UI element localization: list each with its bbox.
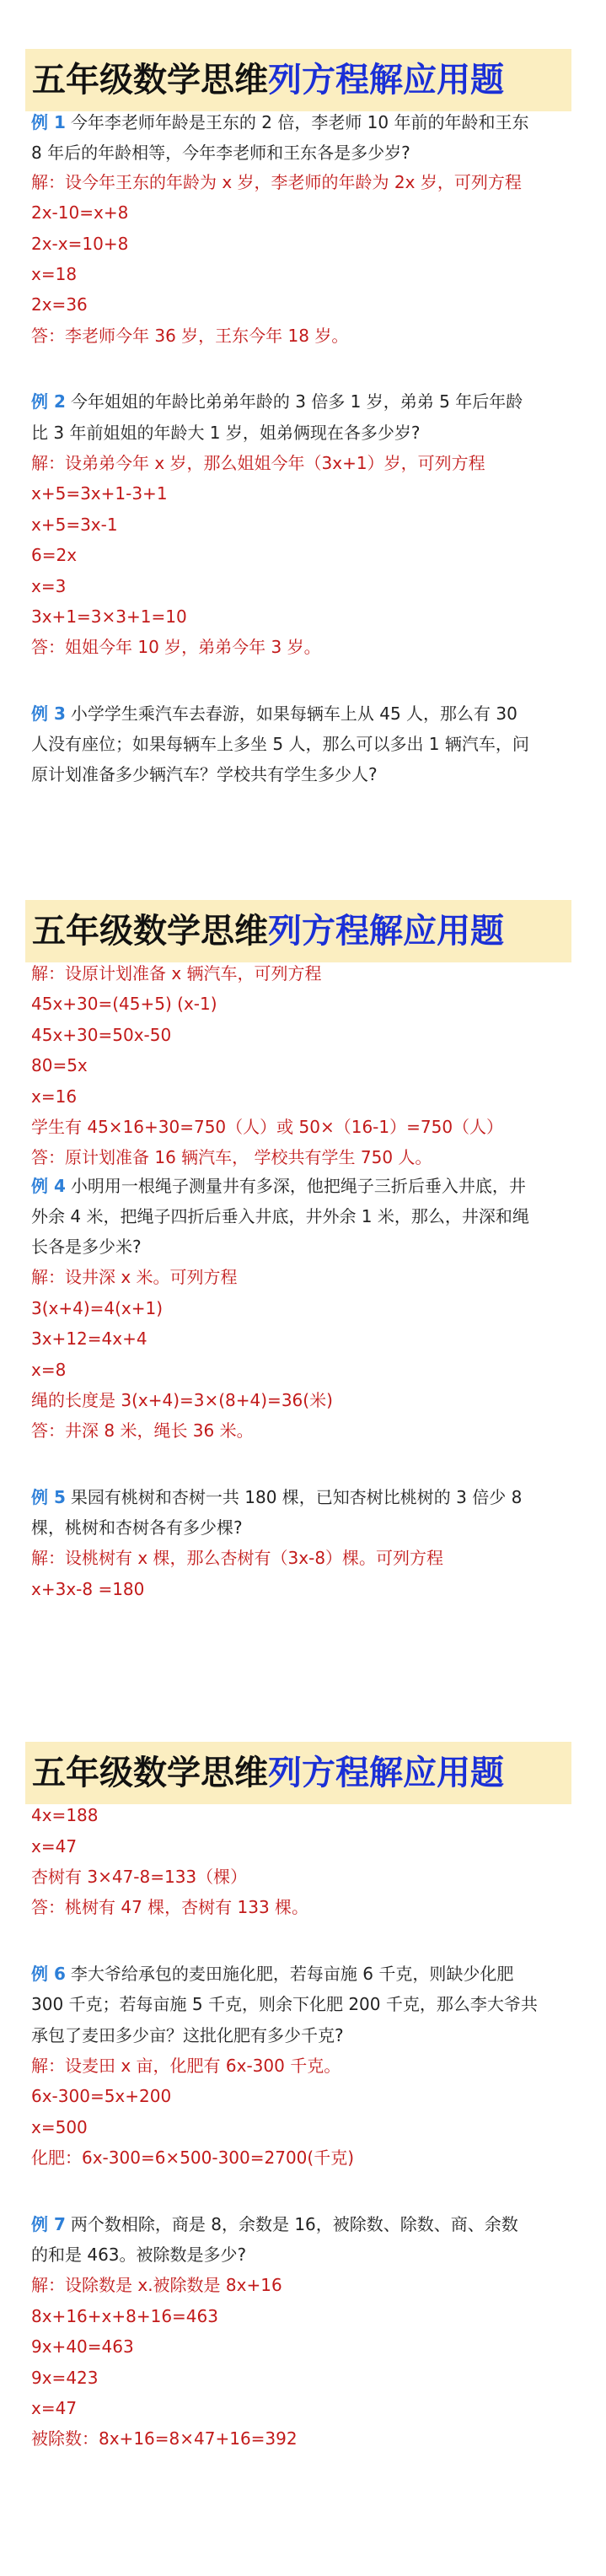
example-7-tag: 例 7 [31,2214,66,2234]
section-banner-3 [25,1742,571,1804]
banner-title-highlight: 列方程解应用题 [268,912,504,951]
example-3-question-line-1: 例 3 小学学生乘汽车去春游，如果每辆车上从 45 人，那么有 30 [31,703,518,724]
example-7-solution-line: 解：设除数是 x.被除数是 8x+16 [31,2275,282,2295]
example-2-solution-line: 3x+1=3×3+1=10 [31,606,187,627]
banner-title-highlight: 列方程解应用题 [268,1754,504,1792]
example-1-solution-line: 解：设今年王东的年龄为 x 岁，李老师的年龄为 2x 岁，可列方程 [31,172,522,192]
example-5-solution-line: 杏树有 3×47-8=133（棵） [31,1867,248,1887]
example-3-question-line-3: 原计划准备多少辆汽车？学校共有学生多少人? [31,764,378,784]
banner-title-part: 五年级数学思维 [32,61,268,100]
example-1-question-line-1: 例 1 今年李老师年龄是王东的 2 倍，李老师 10 年前的年龄和王东 [31,112,529,132]
example-3-solution-line: 学生有 45×16+30=750（人）或 50×（16-1）=750（人） [31,1117,504,1137]
example-6-solution-line: 化肥：6x-300=6×500-300=2700(千克) [31,2148,355,2168]
example-1-question-line-2: 8 年后的年龄相等，今年李老师和王东各是多少岁? [31,143,410,163]
example-3-solution-line: 解：设原计划准备 x 辆汽车，可列方程 [31,963,322,984]
example-3-question-line-2: 人没有座位；如果每辆车上多坐 5 人，那么可以多出 1 辆汽车，问 [31,734,529,754]
example-7-solution-line: 被除数：8x+16=8×47+16=392 [31,2428,298,2449]
example-4-question-line-3: 长各是多少米? [31,1237,142,1257]
example-4-solution-line: 3(x+4)=4(x+1) [31,1298,164,1318]
example-2-solution-line: 6=2x [31,545,78,565]
example-5-tag: 例 5 [31,1487,66,1507]
banner-title-part: 五年级数学思维 [32,912,268,951]
example-3-solution-line: 45x+30=(45+5) (x-1) [31,994,217,1014]
example-5-solution-line: x=47 [31,1836,78,1857]
section-banner-1 [25,49,571,111]
example-4-solution-line: 3x+12=4x+4 [31,1328,147,1349]
example-3-tag: 例 3 [31,703,66,724]
example-2-solution-line: x+5=3x-1 [31,515,118,535]
example-4-answer: 答：井深 8 米，绳长 36 米。 [31,1420,254,1441]
example-2-solution-line: 解：设弟弟今年 x 岁，那么姐姐今年（3x+1）岁，可列方程 [31,453,485,473]
example-5-solution-line: x+3x-8 =180 [31,1579,145,1599]
example-7-question-line-1: 例 7 两个数相除，商是 8，余数是 16，被除数、除数、商、余数 [31,2214,518,2234]
example-1-solution-line: x=18 [31,264,78,284]
example-2-question-line-1: 例 2 今年姐姐的年龄比弟弟年龄的 3 倍多 1 岁，弟弟 5 年后年龄 [31,391,523,412]
banner-title-highlight: 列方程解应用题 [268,61,504,100]
example-1-tag: 例 1 [31,112,66,132]
example-6-question-line-3: 承包了麦田多少亩？这批化肥有多少千克? [31,2025,344,2045]
example-7-solution-line: x=47 [31,2398,78,2418]
example-2-question-line-2: 比 3 年前姐姐的年龄大 1 岁，姐弟俩现在各多少岁? [31,423,421,443]
example-1-solution-line: 2x=36 [31,294,88,315]
example-7-solution-line: 8x+16+x+8+16=463 [31,2306,218,2326]
example-4-solution-line: x=8 [31,1360,67,1380]
example-7-solution-line: 9x+40=463 [31,2336,134,2357]
banner-title-part: 五年级数学思维 [32,1754,268,1792]
example-4-tag: 例 4 [31,1176,66,1196]
example-4-solution-line: 解：设井深 x 米。可列方程 [31,1267,238,1287]
example-5-solution-line: 解：设桃树有 x 棵，那么杏树有（3x-8）棵。可列方程 [31,1548,444,1568]
example-1-solution-line: 2x-10=x+8 [31,202,129,223]
example-3-solution-line: x=16 [31,1086,78,1107]
example-6-question-line-1: 例 6 李大爷给承包的麦田施化肥，若每亩施 6 千克，则缺少化肥 [31,1964,514,1984]
example-5-question-line-1: 例 5 果园有桃树和杏树一共 180 棵，已知杏树比桃树的 3 倍少 8 [31,1487,523,1507]
example-6-tag: 例 6 [31,1964,66,1984]
example-6-solution-line: 解：设麦田 x 亩，化肥有 6x-300 千克。 [31,2056,341,2076]
example-1-solution-line: 2x-x=10+8 [31,234,129,254]
example-2-solution-line: x+5=3x+1-3+1 [31,483,168,504]
example-4-question-line-2: 外余 4 米，把绳子四折后垂入井底，井外余 1 米，那么，井深和绳 [31,1206,529,1226]
example-2-tag: 例 2 [31,391,66,412]
example-4-solution-line: 绳的长度是 3(x+4)=3×(8+4)=36(米) [31,1390,333,1410]
example-4-question-line-1: 例 4 小明用一根绳子测量井有多深，他把绳子三折后垂入井底，井 [31,1176,526,1196]
example-6-solution-line: 6x-300=5x+200 [31,2086,172,2106]
example-5-answer: 答：桃树有 47 棵，杏树有 133 棵。 [31,1897,309,1917]
section-banner-2 [25,900,571,962]
example-6-solution-line: x=500 [31,2117,88,2137]
example-2-answer: 答：姐姐今年 10 岁，弟弟今年 3 岁。 [31,637,321,657]
example-2-solution-line: x=3 [31,576,67,596]
example-5-question-line-2: 棵，桃树和杏树各有多少棵? [31,1517,243,1538]
example-6-question-line-2: 300 千克；若每亩施 5 千克，则余下化肥 200 千克，那么李大爷共 [31,1994,538,2014]
example-5-solution-line: 4x=188 [31,1805,99,1825]
example-3-answer: 答：原计划准备 16 辆汽车， 学校共有学生 750 人。 [31,1147,432,1167]
example-1-answer: 答：李老师今年 36 岁，王东今年 18 岁。 [31,326,349,346]
example-7-solution-line: 9x=423 [31,2368,99,2388]
example-7-question-line-2: 的和是 463。被除数是多少? [31,2245,247,2265]
example-3-solution-line: 80=5x [31,1055,88,1075]
example-3-solution-line: 45x+30=50x-50 [31,1025,172,1045]
